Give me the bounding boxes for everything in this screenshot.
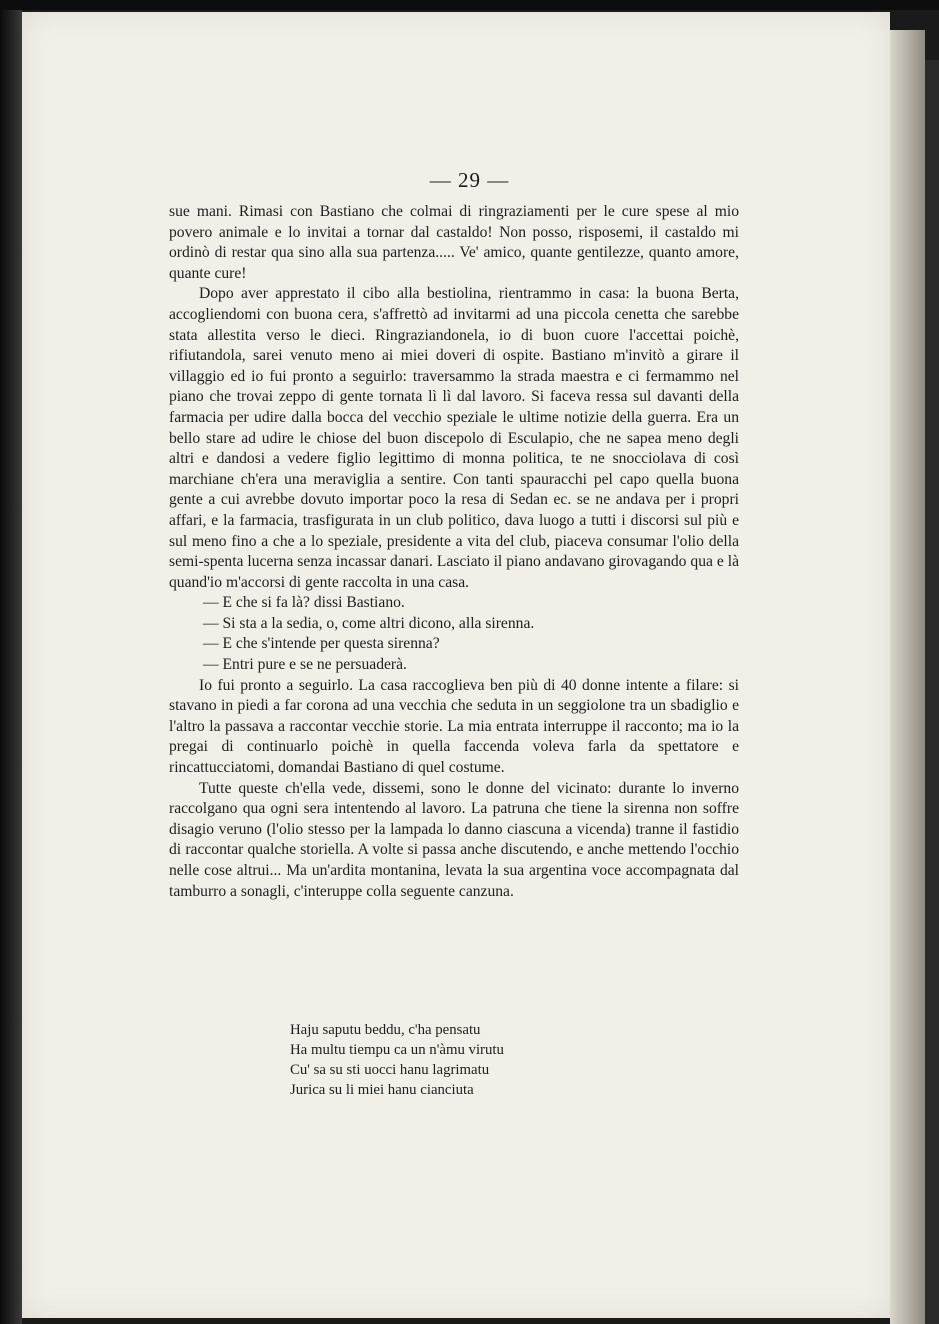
verse-line: Haju saputu beddu, c'ha pensatu xyxy=(290,1022,481,1038)
dialogue-line: — Entri pure e se ne persuaderà. xyxy=(203,656,407,674)
body-text xyxy=(169,202,739,902)
verse-block xyxy=(290,1020,650,1100)
page-number: — 29 — xyxy=(429,168,510,192)
paragraph: Io fui pronto a seguirlo. La casa raccoglieva ben più di 40 donne intente a filare: si stavano in piedi a far corona ad una vecchia che seduta in un seggiolone tra un sbadiglio e l'altro la passava a raccontar vecchie storie. La mia entrata interruppe il racconto; ma io la pregai di continuarlo poichè in quella faccenda voleva farla da spettatore e rincattucciatomi, domandai Bastiano di quel costume. xyxy=(169,676,739,777)
dialogue-line: — E che si fa là? dissi Bastiano. xyxy=(203,594,405,612)
paragraph: Dopo aver apprestato il cibo alla bestiolina, rientrammo in casa: la buona Berta, accogliendomi con buona cera, s'affrettò ad invitarmi ad una piccola cenetta che sarebbe stata allestita verso le dieci. Ringraziandonela, io di buon cuore l'accettai poichè, rifiutandola, sarei venuto meno ai miei doveri di ospite. Bastiano m'invitò a girare il villaggio ed io fui pronto a seguirlo: traversammo la strada maestra e ci fermammo nel piano che trovai zeppo di gente tornata lì lì dal lavoro. Si faceva ressa sul davanti della farmacia per udire dalla bocca del vecchio speziale le ultime notizie della guerra. Era un bello stare ad udire le chiose del buon discepolo di Esculapio, che ne sapea meno degli altri e dandosi a vedere figlio legittimo di monna politica, te ne snocciolava di così marchiane ch'era una meraviglia a sentire. Con tanti spauracchi pel capo quella buona gente a cui avrebbe dovuto importar poco la resa di Sedan ec. se ne andava per i propri affari, e la farmacia, trasfigurata in un club politico, dava luogo a tutti i discorsi sul più e sul meno fino a che a lo speziale, presidente a vita del club, piaceva consumar l'olio della semi-spenta lucerna senza incassar danari. Lasciato il piano andavano girovagando qua e là quand'io m'accorsi di gente raccolta in una casa. xyxy=(169,285,739,591)
binding-shadow xyxy=(0,0,22,1324)
verse-line: Jurica su li miei hanu cianciuta xyxy=(290,1082,474,1098)
scan-border xyxy=(0,0,939,10)
verse-line: Cu' sa su sti uocci hanu lagrimatu xyxy=(290,1062,490,1078)
paragraph: sue mani. Rimasi con Bastiano che colmai di ringraziamenti per le cure spese al mio povero animale e lo invitai a tornar dal castaldo! Non posso, risposemi, il castaldo mi ordinò di restar qua sino alla sua partenza..... Ve' amico, quante gentilezze, quanto amore, quante cure! xyxy=(169,203,739,282)
page-edge xyxy=(890,30,925,1324)
paragraph: Tutte queste ch'ella vede, dissemi, sono le donne del vicinato: durante lo inverno raccolgano qua ogni sera intentendo al lavoro. La patruna che tiene la sirenna non soffre disagio veruno (l'olio stesso per la lampada lo danno ciascuna a vicenda) tranne il fastidio di raccontar qualche storiella. A volte si passa anche discutendo, e anche mettendo l'occhio nelle cose altrui... Ma un'ardita montanina, levata la sua argentina voce accompagnata dal tamburro a sonagli, c'interuppe colla seguente canzuna. xyxy=(169,779,739,900)
verse-line: Ha multu tiempu ca un n'àmu virutu xyxy=(290,1042,504,1058)
scan-border-right xyxy=(925,60,939,1324)
dialogue-line: — E che s'intende per questa sirenna? xyxy=(203,635,440,653)
dialogue-line: — Si sta a la sedia, o, come altri dicono, alla sirenna. xyxy=(203,614,535,632)
